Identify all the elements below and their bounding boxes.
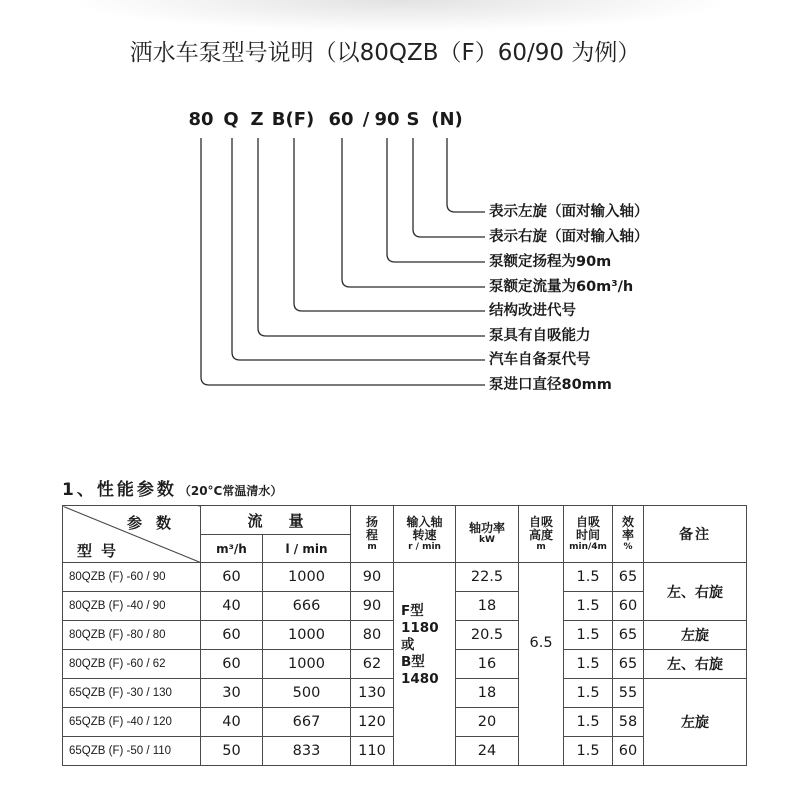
cell-suction-time: 1.5 [564,650,613,679]
cell-lift: 90 [351,592,394,621]
header-line: 时间 [576,527,601,542]
header-line: 自吸 [576,514,601,529]
cell-flow-lmin: 1000 [263,621,351,650]
cell-flow-m3h: 40 [201,592,263,621]
header-line: 率 [622,527,635,542]
header-unit: r / min [408,541,441,552]
header-line: 自吸 [529,514,554,529]
cell-power: 22.5 [456,563,519,592]
legend-structure-code: 结构改进代号 [489,303,576,319]
legend-vehicle-pump-code: 汽车自备泵代号 [489,352,591,368]
legend-rated-flow: 泵额定流量为60m³/h [489,279,634,295]
cell-lift: 110 [351,737,394,766]
leader-line [294,138,485,311]
cell-flow-m3h: 30 [201,679,263,708]
code-part-structure: B(F) [271,109,315,130]
header-line: 程 [366,527,379,542]
header-unit: m [367,541,377,552]
legend-self-priming: 泵具有自吸能力 [489,328,591,344]
header-line: 转速 [412,527,437,542]
header-efficiency [613,506,644,563]
cell-model: 65QZB (F) -30 / 130 [63,679,201,708]
leader-line [447,138,485,212]
header-lift [351,506,394,563]
header-model: 型号 [77,542,126,560]
leader-line [413,138,485,237]
code-part-head: 90 [374,109,400,130]
cell-efficiency: 60 [613,737,644,766]
cell-flow-lmin: 1000 [263,650,351,679]
cell-flow-m3h: 60 [201,621,263,650]
cell-remark: 左、右旋 [644,650,747,679]
cell-power: 18 [456,592,519,621]
cell-flow-m3h: 40 [201,708,263,737]
header-param: 参数 [127,514,186,532]
header-suction-height [519,506,564,563]
cell-flow-m3h: 60 [201,650,263,679]
table [62,505,747,766]
legend-inlet-diameter: 泵进口直径80mm [489,377,612,393]
cell-flow-m3h: 50 [201,737,263,766]
cell-suction-time: 1.5 [564,679,613,708]
speed-line: 1180 [401,620,439,636]
header-speed [394,506,456,563]
section-note: （20°C常温清水） [178,484,283,498]
cell-efficiency: 65 [613,563,644,592]
header-model-param [63,506,201,563]
header-line: 输入轴 [406,514,443,529]
cell-remark: 左旋 [644,621,747,650]
cell-efficiency: 65 [613,650,644,679]
cell-model: 80QZB (F) -60 / 90 [63,563,201,592]
cell-model: 80QZB (F) -80 / 80 [63,621,201,650]
header-unit: kW [479,535,495,545]
header-line: 轴功率 [469,521,506,535]
cell-suction-time: 1.5 [564,621,613,650]
table-row [63,563,747,592]
header-row [63,506,747,535]
cell-model: 65QZB (F) -40 / 120 [63,708,201,737]
header-unit: % [623,541,633,552]
legend-left-rotation: 表示左旋（面对输入轴） [489,204,649,220]
header-remarks: 备注 [644,506,747,563]
code-part-inlet-diameter: 80 [188,109,214,130]
cell-speed [394,563,456,766]
cell-remark: 左、右旋 [644,563,747,621]
cell-flow-lmin: 666 [263,592,351,621]
cell-suction-time: 1.5 [564,737,613,766]
speed-line: 1480 [401,671,439,687]
cell-model: 80QZB (F) -60 / 62 [63,650,201,679]
legend-right-rotation: 表示右旋（面对输入轴） [489,229,649,245]
header-flow: 流量 [201,506,351,535]
cell-lift: 80 [351,621,394,650]
code-part-self-priming: Z [250,109,264,130]
cell-flow-m3h: 60 [201,563,263,592]
cell-flow-lmin: 667 [263,708,351,737]
code-part-slash: / [362,109,370,130]
cell-efficiency: 55 [613,679,644,708]
header-line: 扬 [366,514,379,529]
cell-suction-height: 6.5 [519,563,564,766]
cell-model: 65QZB (F) -50 / 110 [63,737,201,766]
header-flow-m3h: m³/h [201,535,263,563]
header-suction-time [564,506,613,563]
cell-model: 80QZB (F) -40 / 90 [63,592,201,621]
header-power [456,506,519,563]
header-unit: min/4m [569,541,607,552]
cell-lift: 120 [351,708,394,737]
header-flow-lmin: l / min [263,535,351,563]
cell-efficiency: 60 [613,592,644,621]
page-title: 洒水车泵型号说明（以80QZB（F）60/90 为例） [129,40,641,66]
code-part-right-rotation: S [406,109,420,130]
code-part-flow: 60 [328,109,354,130]
leader-line [387,138,485,262]
cell-suction-time: 1.5 [564,708,613,737]
section-heading [62,475,282,500]
header-line: 高度 [529,527,554,542]
cell-lift: 90 [351,563,394,592]
cell-efficiency: 65 [613,621,644,650]
cell-power: 20 [456,708,519,737]
cell-power: 18 [456,679,519,708]
speed-line: B型 [401,654,425,670]
code-part-vehicle-pump: Q [223,109,239,130]
legend-rated-head: 泵额定扬程为90m [489,254,612,270]
cell-remark: 左旋 [644,679,747,766]
header-unit: m [536,541,546,552]
cell-flow-lmin: 500 [263,679,351,708]
cell-flow-lmin: 833 [263,737,351,766]
cell-efficiency: 58 [613,708,644,737]
performance-table [62,505,746,766]
cell-suction-time: 1.5 [564,563,613,592]
speed-line: 或 [401,637,415,653]
code-part-left-rotation: (N) [431,109,463,130]
speed-line: F型 [401,603,424,619]
header-line: 效 [622,514,635,529]
cell-lift: 130 [351,679,394,708]
cell-power: 20.5 [456,621,519,650]
section-title: 1、性能参数 [62,480,177,500]
cell-lift: 62 [351,650,394,679]
cell-suction-time: 1.5 [564,592,613,621]
cell-power: 16 [456,650,519,679]
cell-power: 24 [456,737,519,766]
cell-flow-lmin: 1000 [263,563,351,592]
